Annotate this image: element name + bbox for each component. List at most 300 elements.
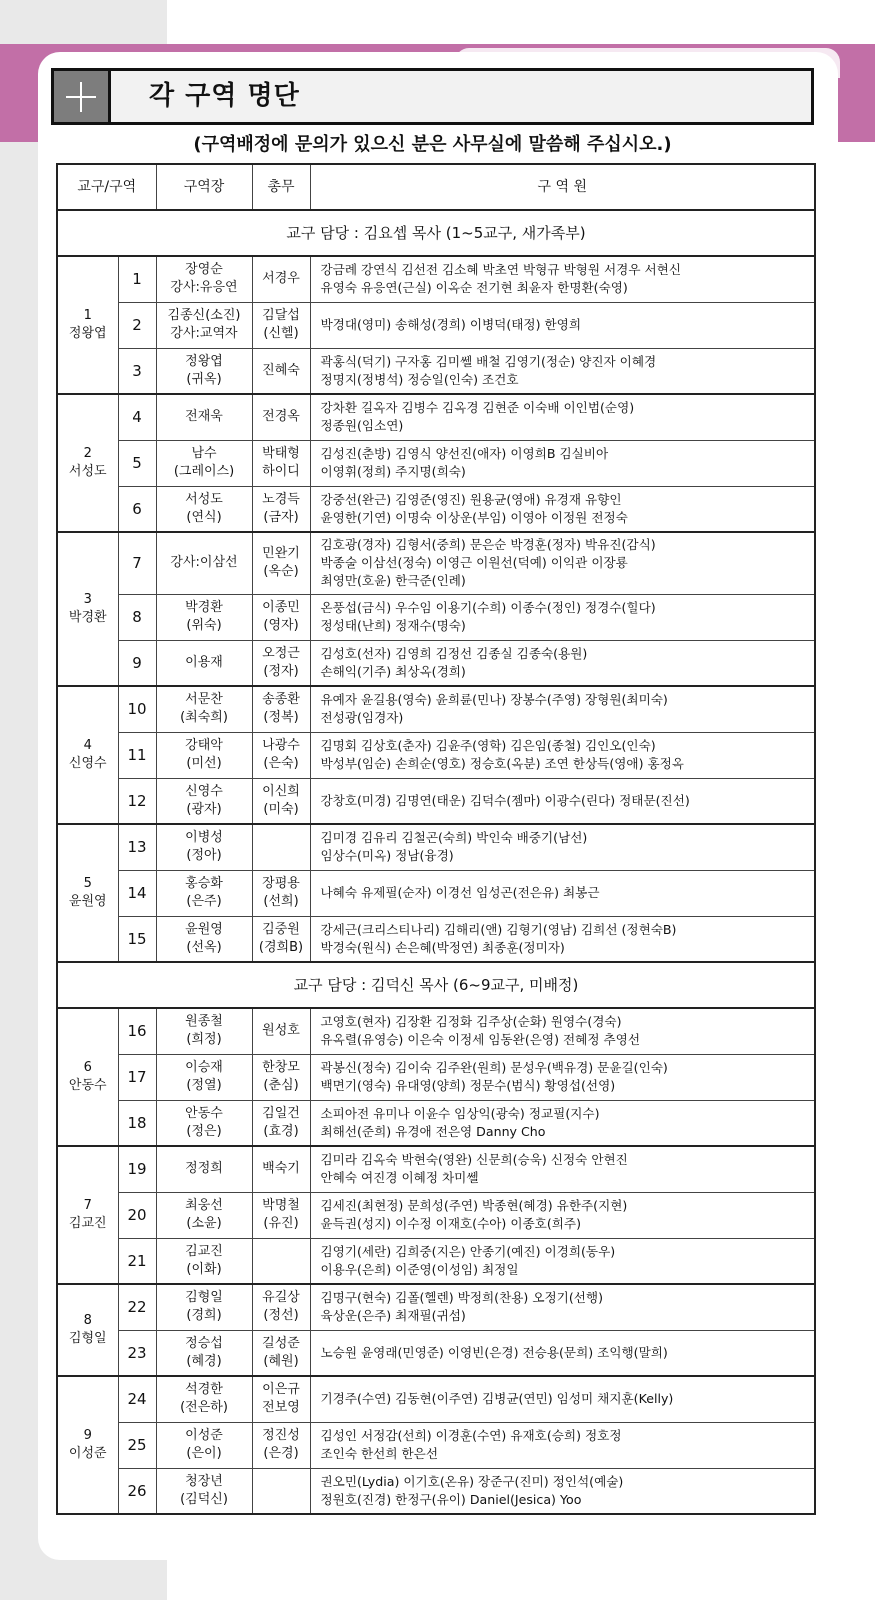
- district-number: 25: [118, 1422, 156, 1468]
- district-secretary: [252, 302, 310, 348]
- district-leader: [156, 486, 252, 532]
- members-line: 이용우(은희) 이준영(이성임) 최정일: [320, 1261, 519, 1277]
- district-secretary: [252, 532, 310, 594]
- leader-line: 김형일: [185, 1290, 223, 1306]
- leader-line: 장영순: [185, 262, 223, 278]
- table-row: [57, 1238, 815, 1284]
- district-leader: [156, 732, 252, 778]
- page-header: [51, 68, 814, 125]
- group-label-line: 1: [83, 308, 92, 323]
- leader-line: (은주): [186, 894, 222, 909]
- district-leader: [156, 640, 252, 686]
- district-members: [310, 1376, 815, 1422]
- district-number: 22: [118, 1284, 156, 1330]
- members-line: 유예자 윤길용(영숙) 윤희륜(민나) 장봉수(주영) 장형원(최미숙): [320, 692, 668, 708]
- group-label-line: 윤원영: [68, 894, 107, 909]
- table-row: [57, 1146, 815, 1192]
- group-label: [57, 1284, 118, 1376]
- secretary-line: (정자): [263, 663, 299, 679]
- group-label: [57, 686, 118, 824]
- table-row: [57, 1422, 815, 1468]
- pastor-cell: 교구 담당 : 김요셉 목사 (1~5교구, 새가족부): [57, 210, 815, 256]
- group-label-line: 김형일: [68, 1331, 107, 1346]
- leader-line: 정정희: [185, 1161, 223, 1177]
- members-line: 이영휘(정희) 주지명(희숙): [320, 464, 466, 479]
- district-secretary: [252, 686, 310, 732]
- secretary-line: (옥순): [263, 564, 299, 580]
- secretary-line: (선희): [263, 894, 299, 909]
- members-line: 정종원(임소연): [320, 418, 404, 434]
- district-members: [310, 916, 815, 962]
- members-line: 최영만(호윤) 한극준(인례): [320, 573, 466, 589]
- col-header-secretary: 총무: [252, 164, 310, 210]
- table-row: [57, 1284, 815, 1330]
- leader-line: (미선): [186, 756, 222, 771]
- district-leader: [156, 1192, 252, 1238]
- secretary-line: 서경우: [262, 271, 300, 287]
- table-row: [57, 302, 815, 348]
- leader-line: 김종신(소진): [167, 308, 241, 323]
- leader-line: 강태악: [185, 738, 223, 753]
- group-label-line: 정왕엽: [68, 326, 107, 341]
- members-line: 안혜숙 여진경 이혜정 차미쎌: [320, 1170, 479, 1186]
- table-row: [57, 870, 815, 916]
- district-number: 18: [118, 1100, 156, 1146]
- col-header-district: 교구/구역: [57, 164, 156, 210]
- district-leader: [156, 824, 252, 870]
- leader-line: 서성도: [185, 491, 223, 507]
- leader-line: (소윤): [186, 1216, 222, 1231]
- members-line: 김성인 서정감(선희) 이경훈(수연) 유재호(승희) 정호정: [320, 1428, 622, 1443]
- secretary-line: 송종환: [262, 692, 300, 708]
- members-line: 강중선(완근) 김영준(영진) 원용균(영애) 유경재 유향인: [320, 491, 622, 507]
- group-label-line: 2: [83, 446, 92, 461]
- district-leader: [156, 916, 252, 962]
- table-row: [57, 594, 815, 640]
- members-line: 백면기(영숙) 유대영(양희) 정문수(범식) 황영섭(선영): [320, 1078, 616, 1093]
- district-members: [310, 1008, 815, 1054]
- secretary-line: 박태형: [262, 446, 300, 461]
- members-line: 소피아전 유미나 이윤수 임상익(광숙) 정교필(지수): [320, 1105, 600, 1121]
- district-number: 24: [118, 1376, 156, 1422]
- district-members: [310, 778, 815, 824]
- secretary-line: (금자): [263, 509, 299, 525]
- table-row: [57, 1376, 815, 1422]
- secretary-line: 유길상: [262, 1290, 300, 1306]
- district-secretary: [252, 440, 310, 486]
- secretary-line: 이신희: [262, 783, 300, 799]
- leader-line: 이용재: [185, 654, 223, 670]
- secretary-line: 나광수: [262, 738, 300, 753]
- group-label-line: 8: [83, 1313, 92, 1328]
- members-line: 조인숙 한선희 한은선: [320, 1446, 439, 1461]
- secretary-line: 오정근: [262, 645, 300, 661]
- leader-line: 강사:교역자: [170, 326, 238, 341]
- district-number: 21: [118, 1238, 156, 1284]
- secretary-line: (정복): [263, 710, 299, 726]
- district-number: 14: [118, 870, 156, 916]
- secretary-line: 길성준: [262, 1335, 300, 1351]
- district-members: [310, 594, 815, 640]
- leader-line: 윤원영: [185, 921, 223, 937]
- leader-line: 원종철: [185, 1014, 223, 1030]
- table-row: [57, 1054, 815, 1100]
- district-leader: [156, 1100, 252, 1146]
- leader-line: 석경한: [185, 1382, 223, 1398]
- group-label: [57, 532, 118, 686]
- members-line: 강금례 강연식 김선전 김소혜 박초연 박형규 박형원 서경우 서현신: [320, 262, 682, 278]
- members-line: 박경대(영미) 송해성(경희) 이병덕(태정) 한영희: [320, 317, 581, 332]
- members-line: 강창호(미경) 김명연(태운) 김덕수(젬마) 이광수(린다) 정태문(진선): [320, 792, 690, 808]
- group-label-line: 4: [83, 738, 92, 753]
- group-label: [57, 1376, 118, 1514]
- district-number: 7: [118, 532, 156, 594]
- table-row: [57, 486, 815, 532]
- district-leader: [156, 1054, 252, 1100]
- district-secretary: [252, 1192, 310, 1238]
- leader-line: (정아): [186, 848, 222, 864]
- district-members: [310, 1330, 815, 1376]
- leader-line: (김덕신): [180, 1491, 228, 1507]
- district-number: 15: [118, 916, 156, 962]
- district-secretary: [252, 640, 310, 686]
- district-secretary: [252, 348, 310, 394]
- district-members: [310, 1238, 815, 1284]
- members-line: 정성태(난희) 정재수(명숙): [320, 618, 466, 633]
- leader-line: (그레이스): [173, 464, 235, 479]
- district-members: [310, 1100, 815, 1146]
- leader-line: 박경환: [185, 600, 223, 615]
- district-members: [310, 486, 815, 532]
- district-members: [310, 1146, 815, 1192]
- district-secretary: [252, 824, 310, 870]
- secretary-line: (미숙): [263, 801, 299, 817]
- district-secretary: [252, 916, 310, 962]
- secretary-line: 한창모: [262, 1060, 300, 1075]
- members-line: 고영호(현자) 김장환 김정화 김주상(순화) 원영수(경숙): [320, 1014, 622, 1030]
- district-number: 4: [118, 394, 156, 440]
- district-number: 20: [118, 1192, 156, 1238]
- group-label-line: 7: [83, 1198, 92, 1213]
- plus-icon: [54, 71, 111, 122]
- district-number: 2: [118, 302, 156, 348]
- district-number: 12: [118, 778, 156, 824]
- leader-line: 전재욱: [185, 409, 223, 425]
- leader-line: (경희): [186, 1308, 222, 1324]
- district-secretary: [252, 1376, 310, 1422]
- secretary-line: 전보영: [262, 1400, 300, 1416]
- district-members: [310, 1422, 815, 1468]
- members-line: 김호광(경자) 김형서(중희) 문은순 박경훈(정자) 박유진(감식): [320, 537, 656, 553]
- table-row: [57, 1468, 815, 1514]
- table-row: [57, 824, 815, 870]
- table-row: [57, 640, 815, 686]
- secretary-line: (정선): [263, 1308, 299, 1324]
- leader-line: 이병성: [185, 830, 223, 846]
- district-secretary: [252, 1238, 310, 1284]
- members-line: 김세진(최현정) 문희성(주연) 박종현(혜경) 유한주(지현): [320, 1198, 628, 1213]
- district-members: [310, 824, 815, 870]
- leader-line: 강사:이삼선: [170, 555, 238, 571]
- members-line: 노승원 윤영래(민영준) 이영빈(은경) 전승용(문희) 조익행(말희): [320, 1344, 668, 1360]
- page-title: 각 구역 명단: [149, 81, 300, 111]
- district-number: 19: [118, 1146, 156, 1192]
- district-leader: [156, 1146, 252, 1192]
- table-row: [57, 440, 815, 486]
- secretary-line: (유진): [263, 1216, 299, 1231]
- table-row: [57, 732, 815, 778]
- table-row: [57, 532, 815, 594]
- leader-line: (정은): [186, 1123, 222, 1139]
- district-members: [310, 870, 815, 916]
- members-line: 박경숙(원식) 손은혜(박정연) 최종훈(정미자): [320, 939, 565, 955]
- leader-line: (은이): [186, 1446, 222, 1461]
- district-number: 23: [118, 1330, 156, 1376]
- secretary-line: 원성호: [262, 1023, 300, 1039]
- district-members: [310, 1284, 815, 1330]
- group-label-line: 김교진: [68, 1216, 107, 1231]
- table-row: [57, 686, 815, 732]
- col-header-members: 구 역 원: [310, 164, 815, 210]
- secretary-line: 김일건: [262, 1105, 300, 1121]
- leader-line: (연식): [186, 509, 222, 525]
- table-row: [57, 916, 815, 962]
- group-label-line: 신영수: [68, 756, 107, 771]
- group-label: [57, 1146, 118, 1284]
- secretary-line: (영자): [263, 618, 299, 633]
- secretary-line: (혜원): [263, 1353, 299, 1369]
- leader-line: 홍승화: [185, 876, 223, 891]
- secretary-line: 이은규: [262, 1382, 300, 1398]
- district-leader: [156, 1468, 252, 1514]
- leader-line: 정승섭: [185, 1335, 223, 1351]
- leader-line: 강사:유응연: [170, 280, 238, 296]
- district-leader: [156, 256, 252, 302]
- pastor-row: [57, 210, 815, 256]
- secretary-line: 장평용: [262, 876, 300, 891]
- group-label-line: 안동수: [68, 1078, 107, 1093]
- secretary-line: 하이디: [262, 464, 300, 479]
- members-line: 육상운(은주) 최재필(귀섬): [320, 1308, 466, 1324]
- table-row: [57, 348, 815, 394]
- district-leader: [156, 1238, 252, 1284]
- col-header-leader: 구역장: [156, 164, 252, 210]
- secretary-line: (은경): [263, 1446, 299, 1461]
- members-line: 유영숙 유응연(근실) 이옥순 전기현 최윤자 한명환(숙영): [320, 280, 628, 296]
- group-label-line: 6: [83, 1060, 92, 1075]
- secretary-line: 백숙기: [262, 1161, 300, 1177]
- district-leader: [156, 1376, 252, 1422]
- secretary-line: 김중원: [262, 921, 300, 937]
- group-label-line: 서성도: [68, 464, 107, 479]
- district-secretary: [252, 394, 310, 440]
- secretary-line: 정진성: [262, 1428, 300, 1443]
- district-members: [310, 732, 815, 778]
- members-line: 나혜숙 유제필(순자) 이경선 임성곤(전은유) 최봉근: [320, 885, 600, 900]
- district-number: 6: [118, 486, 156, 532]
- district-number: 16: [118, 1008, 156, 1054]
- group-label-line: 3: [83, 592, 92, 607]
- district-number: 17: [118, 1054, 156, 1100]
- table-row: [57, 778, 815, 824]
- secretary-line: 김달섭: [262, 308, 300, 323]
- leader-line: (이화): [186, 1261, 222, 1277]
- secretary-line: 민완기: [262, 546, 300, 562]
- secretary-line: (춘심): [263, 1078, 299, 1093]
- leader-line: 안동수: [185, 1105, 223, 1121]
- district-leader: [156, 686, 252, 732]
- group-label-line: 5: [83, 876, 92, 891]
- leader-line: 이성준: [185, 1428, 223, 1443]
- leader-line: (정열): [186, 1078, 222, 1093]
- secretary-line: (효경): [263, 1123, 299, 1139]
- members-line: 곽봉신(정숙) 김이숙 김주완(원희) 문성우(백유경) 문윤길(인숙): [320, 1060, 668, 1075]
- district-secretary: [252, 1284, 310, 1330]
- district-secretary: [252, 1146, 310, 1192]
- secretary-line: 전경옥: [262, 409, 300, 425]
- secretary-line: 박명철: [262, 1198, 300, 1213]
- district-leader: [156, 1330, 252, 1376]
- members-line: 임상수(미옥) 정남(융경): [320, 848, 454, 864]
- members-line: 손해익(기주) 최상옥(경희): [320, 663, 466, 679]
- table-row: [57, 1008, 815, 1054]
- members-line: 최해선(준희) 유경애 전은영 Danny Cho: [320, 1123, 546, 1139]
- district-secretary: [252, 1468, 310, 1514]
- district-secretary: [252, 486, 310, 532]
- district-secretary: [252, 1422, 310, 1468]
- members-line: 권오민(Lydia) 이기호(온유) 장준구(진미) 정인석(예술): [320, 1473, 624, 1489]
- leader-line: (광자): [186, 801, 222, 817]
- members-line: 김영기(세란) 김희중(지은) 안종기(예진) 이경희(동우): [320, 1243, 616, 1259]
- district-number: 8: [118, 594, 156, 640]
- secretary-line: 진혜숙: [262, 362, 300, 378]
- leader-line: 이승재: [185, 1060, 223, 1075]
- district-number: 1: [118, 256, 156, 302]
- members-line: 정원호(진경) 한정구(유이) Daniel(Jesica) Yoo: [320, 1491, 582, 1507]
- district-members: [310, 532, 815, 594]
- secretary-line: (은숙): [263, 756, 299, 771]
- notice-text: (구역배정에 문의가 있으신 분은 사무실에 말씀해 주십시오.): [193, 134, 672, 155]
- members-line: 김성진(춘방) 김영식 양선진(애자) 이영희B 김실비아: [320, 446, 609, 461]
- group-label-line: 9: [83, 1428, 92, 1443]
- table-row: [57, 1100, 815, 1146]
- leader-line: 정왕엽: [185, 353, 223, 369]
- district-number: 11: [118, 732, 156, 778]
- leader-line: (위숙): [186, 618, 222, 633]
- members-line: 정명지(정병석) 정승일(인숙) 조건호: [320, 371, 519, 387]
- district-secretary: [252, 1330, 310, 1376]
- members-line: 윤영한(기연) 이명숙 이상운(부임) 이영아 이정원 전정숙: [320, 509, 628, 525]
- leader-line: 최웅선: [185, 1198, 223, 1213]
- members-line: 김미경 김유리 김철곤(숙희) 박인숙 배중기(남선): [320, 830, 588, 846]
- members-line: 김명회 김상호(춘자) 김윤주(영학) 김은임(종철) 김인오(인숙): [320, 738, 656, 753]
- district-leader: [156, 870, 252, 916]
- members-line: 김미라 김옥숙 박현숙(영완) 신문희(승욱) 신정숙 안현진: [320, 1152, 628, 1168]
- district-secretary: [252, 870, 310, 916]
- district-members: [310, 1192, 815, 1238]
- district-secretary: [252, 778, 310, 824]
- secretary-line: (경희B): [258, 939, 304, 955]
- members-line: 온풍섭(금식) 우수임 이용기(수희) 이종수(정인) 정경수(힐다): [320, 600, 656, 615]
- leader-line: (혜경): [186, 1353, 222, 1369]
- district-leader: [156, 440, 252, 486]
- leader-line: (선옥): [186, 939, 222, 955]
- leader-line: 김교진: [185, 1243, 223, 1259]
- district-secretary: [252, 1054, 310, 1100]
- district-leader: [156, 348, 252, 394]
- secretary-line: 이종민: [262, 600, 300, 615]
- leader-line: (최숙희): [180, 710, 228, 726]
- members-line: 박종술 이삼선(정숙) 이영근 이원선(덕예) 이익관 이장룡: [320, 555, 628, 571]
- group-label-line: 이성준: [68, 1446, 107, 1461]
- district-members: [310, 348, 815, 394]
- district-leader: [156, 532, 252, 594]
- members-line: 기경주(수연) 김동현(이주연) 김병균(연민) 임성미 채지훈(Kelly): [320, 1391, 674, 1407]
- leader-line: 남수: [191, 446, 217, 461]
- district-members: [310, 640, 815, 686]
- district-number: 26: [118, 1468, 156, 1514]
- district-leader: [156, 302, 252, 348]
- leader-line: (전은하): [180, 1400, 228, 1416]
- members-line: 윤득권(성지) 이수정 이재호(수아) 이종호(희주): [320, 1216, 581, 1231]
- table-row: [57, 1330, 815, 1376]
- district-members: [310, 686, 815, 732]
- members-line: 유옥렬(유영승) 이은숙 이정세 임동완(은영) 전혜정 추영선: [320, 1032, 640, 1048]
- district-secretary: [252, 256, 310, 302]
- group-label: [57, 824, 118, 962]
- district-members: [310, 394, 815, 440]
- table-row: [57, 394, 815, 440]
- secretary-line: (신헬): [263, 326, 299, 341]
- district-members: [310, 256, 815, 302]
- table-header-row: [57, 164, 815, 210]
- members-line: 전성광(임경자): [320, 710, 404, 726]
- district-members: [310, 302, 815, 348]
- members-line: 곽홍식(덕기) 구자홍 김미쎌 배철 김영기(정순) 양진자 이혜경: [320, 353, 657, 369]
- group-label-line: 박경환: [68, 610, 107, 625]
- members-line: 강차환 길옥자 김병수 김옥경 김현준 이숙배 이인범(순영): [320, 400, 635, 416]
- table-row: [57, 1192, 815, 1238]
- district-secretary: [252, 594, 310, 640]
- district-number: 10: [118, 686, 156, 732]
- district-members: [310, 1054, 815, 1100]
- district-number: 13: [118, 824, 156, 870]
- district-members: [310, 1468, 815, 1514]
- district-leader: [156, 1008, 252, 1054]
- secretary-line: 노경득: [262, 491, 300, 507]
- district-leader: [156, 778, 252, 824]
- district-leader: [156, 594, 252, 640]
- table-row: [57, 256, 815, 302]
- pastor-row: [57, 962, 815, 1008]
- district-secretary: [252, 732, 310, 778]
- district-number: 5: [118, 440, 156, 486]
- group-label: [57, 394, 118, 532]
- leader-line: 신영수: [185, 783, 223, 799]
- members-line: 김명구(현숙) 김폴(헬렌) 박정희(찬용) 오정기(선행): [320, 1290, 603, 1306]
- pastor-cell: 교구 담당 : 김덕신 목사 (6~9교구, 미배정): [57, 962, 815, 1008]
- members-line: 김성호(선자) 김영희 김정선 김종실 김종숙(용원): [320, 645, 588, 661]
- district-members: [310, 440, 815, 486]
- group-label: [57, 1008, 118, 1146]
- district-number: 3: [118, 348, 156, 394]
- district-secretary: [252, 1100, 310, 1146]
- leader-line: (희정): [186, 1032, 222, 1048]
- leader-line: (귀옥): [186, 371, 222, 387]
- members-line: 강세근(크리스티나리) 김해리(앤) 김형기(영남) 김희선 (정현숙B): [320, 921, 677, 937]
- district-leader: [156, 1284, 252, 1330]
- members-line: 박성부(임순) 손희순(영호) 정승호(옥분) 조연 한상득(영애) 홍정옥: [320, 756, 684, 771]
